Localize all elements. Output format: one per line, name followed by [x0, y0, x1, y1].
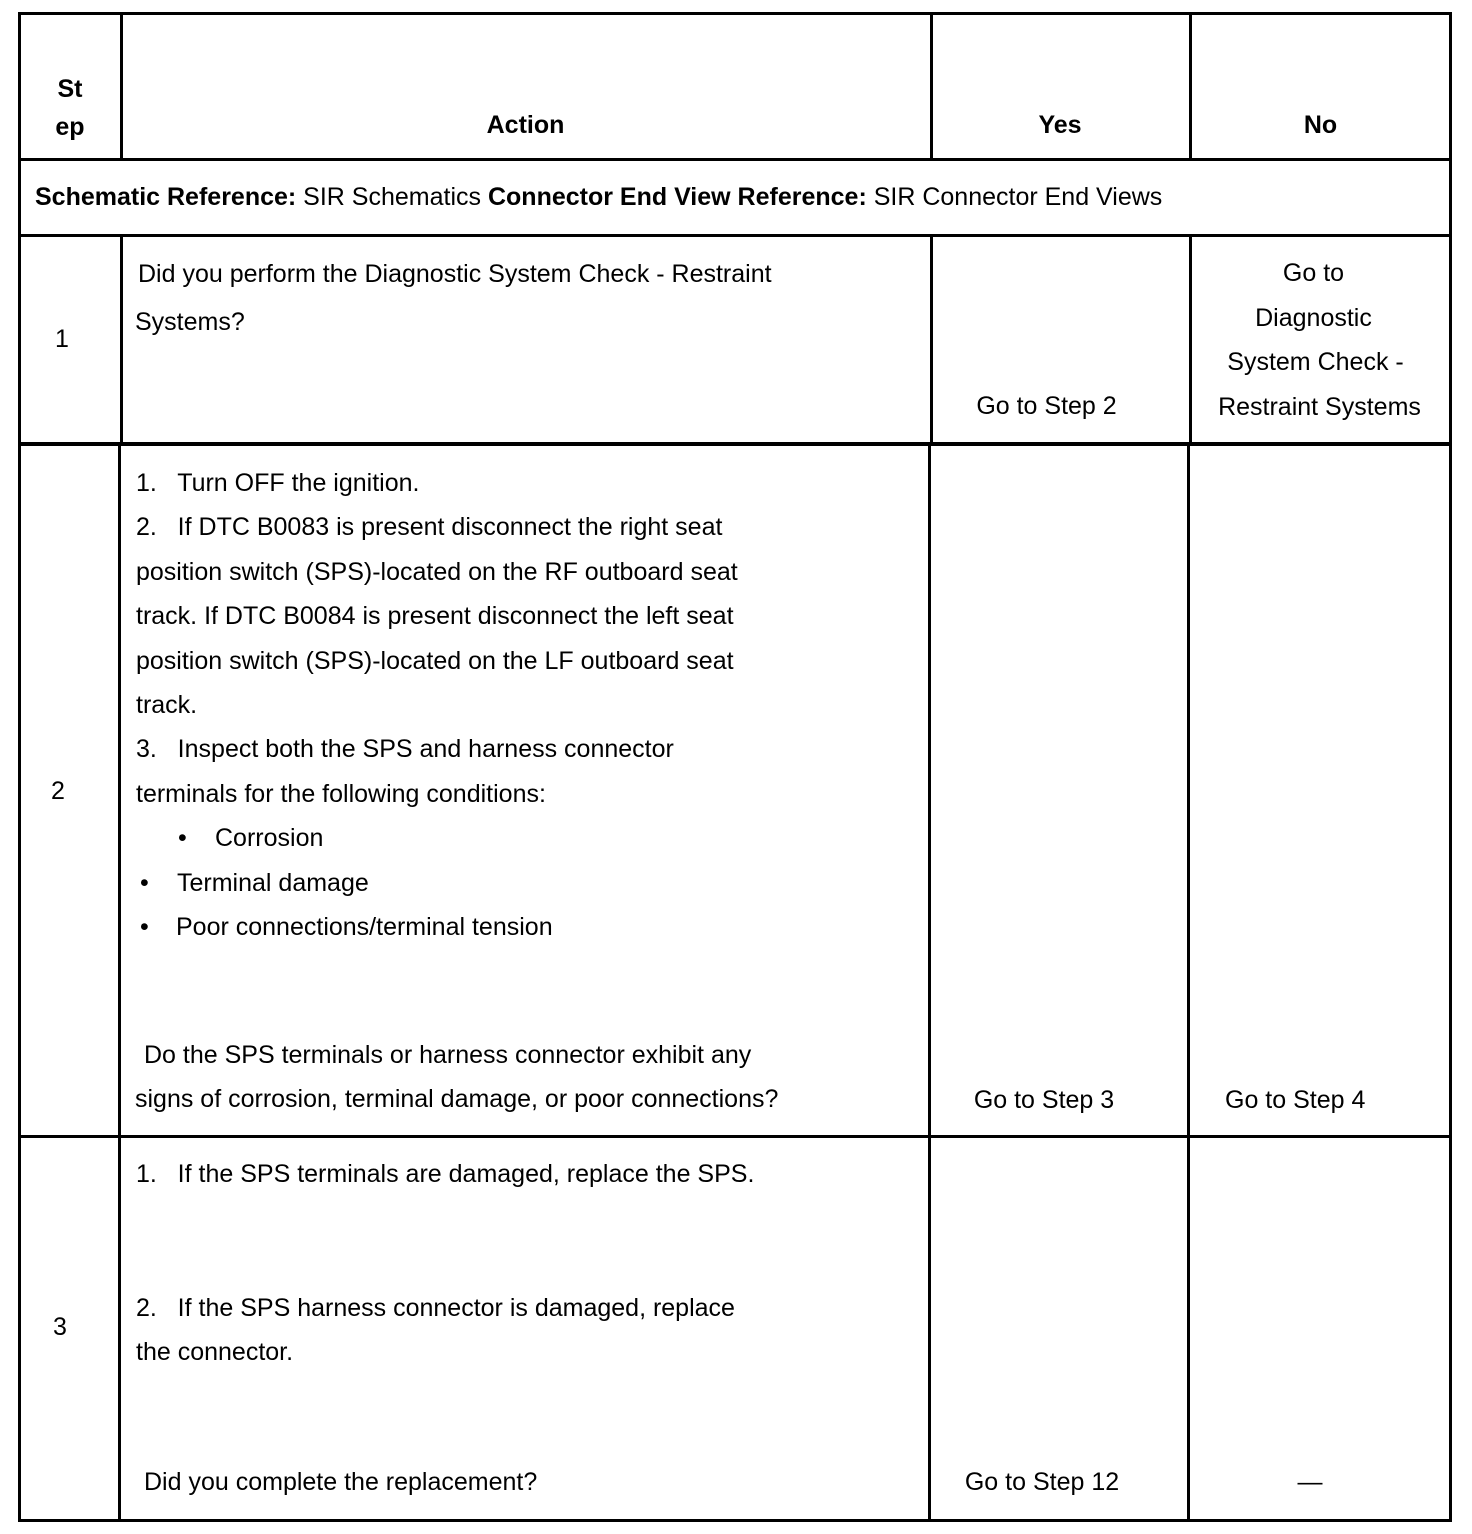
row3-step2-line1: 2. If the SPS harness connector is damaged, replace: [136, 1294, 735, 1322]
row2-no: Go to Step 4: [1225, 1086, 1366, 1114]
row1-action: [135, 250, 925, 346]
diagnostic-table: [18, 12, 1452, 1522]
schematic-reference-value: SIR Schematics: [296, 183, 488, 211]
col-step-divider-mid: [120, 234, 123, 446]
row2-step2-line1: 2. If DTC B0083 is present disconnect the right seat: [136, 513, 723, 542]
reference-divider: [18, 234, 1452, 237]
row2-step3-line2: terminals for the following conditions:: [136, 779, 546, 808]
bullet-icon: •: [140, 913, 149, 942]
row2-bullet-poor-connections: [136, 905, 926, 949]
table-border-left: [18, 12, 21, 1522]
row3-action-step1: 1. If the SPS terminals are damaged, replace the SPS.: [136, 1160, 755, 1188]
row2-bullet-text: Corrosion: [215, 824, 324, 853]
row2-yes: Go to Step 3: [973, 1086, 1115, 1114]
header-action: Action: [486, 111, 565, 139]
row2-bullet-text: Poor connections/terminal tension: [176, 913, 553, 942]
row2-step2-line4: position switch (SPS)-located on the LF outboard seat: [136, 646, 734, 675]
table-border-bottom: [18, 1519, 1452, 1522]
row2-question-line1: Do the SPS terminals or harness connector exhibit any: [144, 1041, 752, 1069]
connector-reference-value: SIR Connector End Views: [866, 183, 1163, 211]
row2-question-line2: signs of corrosion, terminal damage, or poor connections?: [135, 1085, 779, 1114]
col-yes-divider-bottom: [1187, 442, 1190, 1522]
row1-step: 1: [55, 325, 69, 353]
row2-step3-line1: 3. Inspect both the SPS and harness connector: [136, 735, 674, 764]
bullet-icon: •: [140, 868, 149, 897]
row3-step2-line2: the connector.: [136, 1338, 294, 1367]
row1-no-line4: Restraint Systems: [1218, 392, 1421, 421]
row1-no-line2: Diagnostic: [1255, 303, 1372, 332]
row2-step2-line3: track. If DTC B0084 is present disconnect the left seat: [136, 602, 734, 631]
bullet-icon: •: [178, 824, 187, 853]
row2-question: [135, 1033, 925, 1122]
row2-divider: [18, 1135, 1452, 1138]
row1-action-line2: Systems?: [135, 308, 245, 336]
reference-row: [35, 178, 1435, 216]
connector-reference-label: Connector End View Reference:: [487, 183, 867, 211]
row2-step2-line5: track.: [136, 691, 198, 720]
header-step-line2: ep: [55, 113, 85, 141]
header-step-line1: St: [57, 75, 83, 103]
col-action-divider-bottom: [928, 442, 931, 1522]
row3-action-step2: [136, 1286, 926, 1375]
row3-step: 3: [53, 1313, 67, 1341]
col-step-divider-bottom: [118, 442, 121, 1522]
header-divider: [18, 158, 1452, 161]
table-border-right: [1449, 12, 1452, 1522]
row1-yes: Go to Step 2: [976, 392, 1117, 420]
row2-step: 2: [51, 777, 65, 805]
row2-bullet-terminal-damage: [136, 861, 926, 905]
row3-question: Did you complete the replacement?: [144, 1468, 538, 1496]
schematic-reference-label: Schematic Reference:: [35, 183, 297, 211]
table-border-top: [18, 12, 1452, 15]
row1-no-line3: System Check -: [1227, 348, 1404, 376]
row3-no: —: [1297, 1468, 1323, 1496]
row2-bullet-corrosion: [136, 816, 926, 860]
header-step: [22, 70, 118, 146]
row1-divider: [18, 442, 1452, 446]
header-yes: Yes: [1038, 111, 1082, 139]
row2-step1: 1. Turn OFF the ignition.: [136, 469, 420, 497]
row1-no: [1192, 251, 1447, 429]
header-no: No: [1303, 111, 1338, 139]
row1-action-line1: Did you perform the Diagnostic System Check - Restraint: [138, 260, 772, 288]
row1-no-line1: Go to: [1282, 259, 1345, 287]
row2-step2-line2: position switch (SPS)-located on the RF outboard seat: [136, 557, 738, 586]
row2-bullet-text: Terminal damage: [177, 868, 369, 897]
row3-yes: Go to Step 12: [964, 1468, 1120, 1496]
row2-action: [136, 461, 926, 949]
